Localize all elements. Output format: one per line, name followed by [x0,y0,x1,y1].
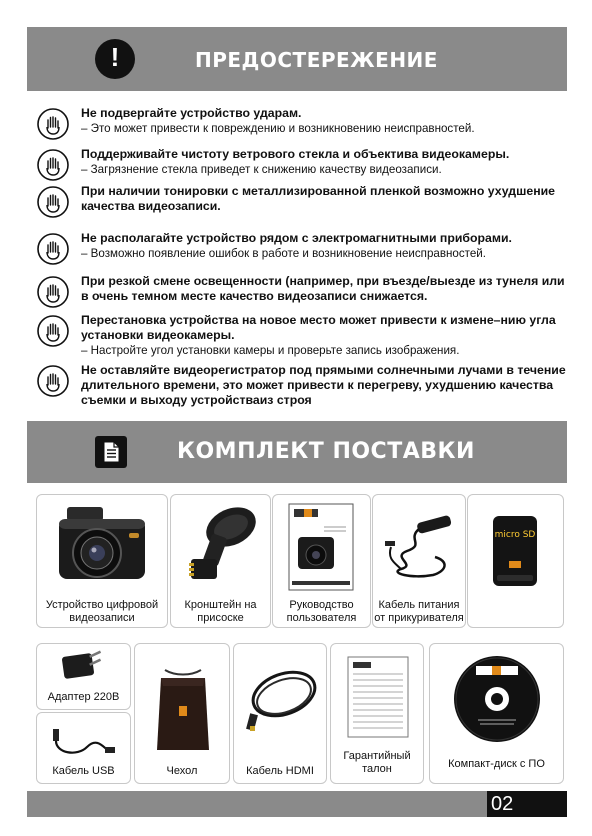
warning-text [81,184,571,214]
memory-card-text: micro SD [494,530,536,540]
warning-banner [27,27,567,91]
warning-item-title: Перестановка устройства на новое место может привести к измене–нию угла установки видеокамеры. [81,313,556,342]
kit-label-pouch: Чехол [166,765,198,777]
warning-text [81,363,571,408]
kit-card-adapter [36,643,131,710]
kit-label-manual: Руководство пользователя [286,599,357,624]
dashcam-image [55,503,151,585]
warning-item-title: Не располагайте устройство рядом с электромагнитными приборами. [81,231,512,245]
car-charger-image [377,511,461,585]
power-adapter-image [59,647,105,687]
kit-card-pouch [134,643,230,784]
hand-stop-icon [37,315,69,347]
warranty-card-image [347,656,409,738]
warning-item-title: При наличии тонировки с металлизированной пленкой возможно ухудшение качества видеозаписи. [81,184,556,213]
kit-card-memory-card [467,494,564,628]
hand-stop-icon [37,149,69,181]
warning-text [81,106,571,136]
warning-icon: ! [95,39,135,79]
kit-title: КОМПЛЕКТ ПОСТАВКИ [177,439,475,464]
kit-card-car-cable [372,494,466,628]
warning-item-title: Не оставляйте видеорегистратор под прямыми солнечными лучами в течение длительного времени, это может привести к перегреву, ухудшению качества съемки и выходу устройстваиз строя [81,363,566,407]
hand-stop-icon [37,233,69,265]
kit-card-manual [272,494,371,628]
suction-mount-image [177,501,265,589]
kit-card-usb-cable [36,712,131,784]
warning-text [81,313,571,358]
kit-label-cd: Компакт-диск с ПО [448,758,545,770]
warning-item-note: – Возможно появление ошибок в работе и возникновение неисправностей. [81,247,486,260]
cd-image [452,654,542,744]
warning-item-title: Поддерживайте чистоту ветрового стекла и объектива видеокамеры. [81,147,510,161]
hand-stop-icon [37,276,69,308]
warning-item-title: При резкой смене освещенности (например, при въезде/выезде из тунеля или в очень темном месте качество видеозаписи снижается. [81,274,565,303]
warning-item-note: – Загрязнение стекла приведет к снижению качеству видеозаписи. [81,163,442,176]
hand-stop-icon [37,365,69,397]
warning-text [81,147,571,177]
warning-title: ПРЕДОСТЕРЕЖЕНИЕ [195,48,438,72]
kit-label-recorder: Устройство цифровой видеозаписи [45,599,159,624]
kit-label-mount: Кронштейн на присоске [184,599,257,624]
hand-stop-icon [37,108,69,140]
pouch-image [153,664,213,756]
warning-item-note: – Настройте угол установки камеры и проверьте запись изображения. [81,344,460,357]
memory-card-image [492,515,538,587]
page-number: 02 [487,791,567,817]
kit-label-hdmi-cable: Кабель HDMI [246,765,314,777]
usb-cable-image [47,717,119,761]
warning-item-note: – Это может привести к повреждению и возникновению неисправностей. [81,122,475,135]
kit-card-hdmi-cable [233,643,327,784]
kit-card-cd [429,643,564,784]
kit-label-usb-cable: Кабель USB [52,765,115,777]
warning-text [81,274,571,304]
kit-label-car-cable: Кабель питания от прикуривателя [374,599,464,624]
hdmi-cable-image [240,666,320,736]
document-icon [95,436,127,468]
kit-card-recorder [36,494,168,628]
hand-stop-icon [37,186,69,218]
kit-banner [27,421,567,483]
kit-card-warranty [330,643,424,784]
warning-item-title: Не подвергайте устройство ударам. [81,106,302,120]
kit-label-adapter: Адаптер 220В [47,691,120,703]
footer-bar [27,791,487,817]
manual-image [288,503,354,591]
kit-card-mount [170,494,271,628]
warning-text [81,231,571,261]
kit-label-warranty: Гарантийный талон [343,750,411,775]
